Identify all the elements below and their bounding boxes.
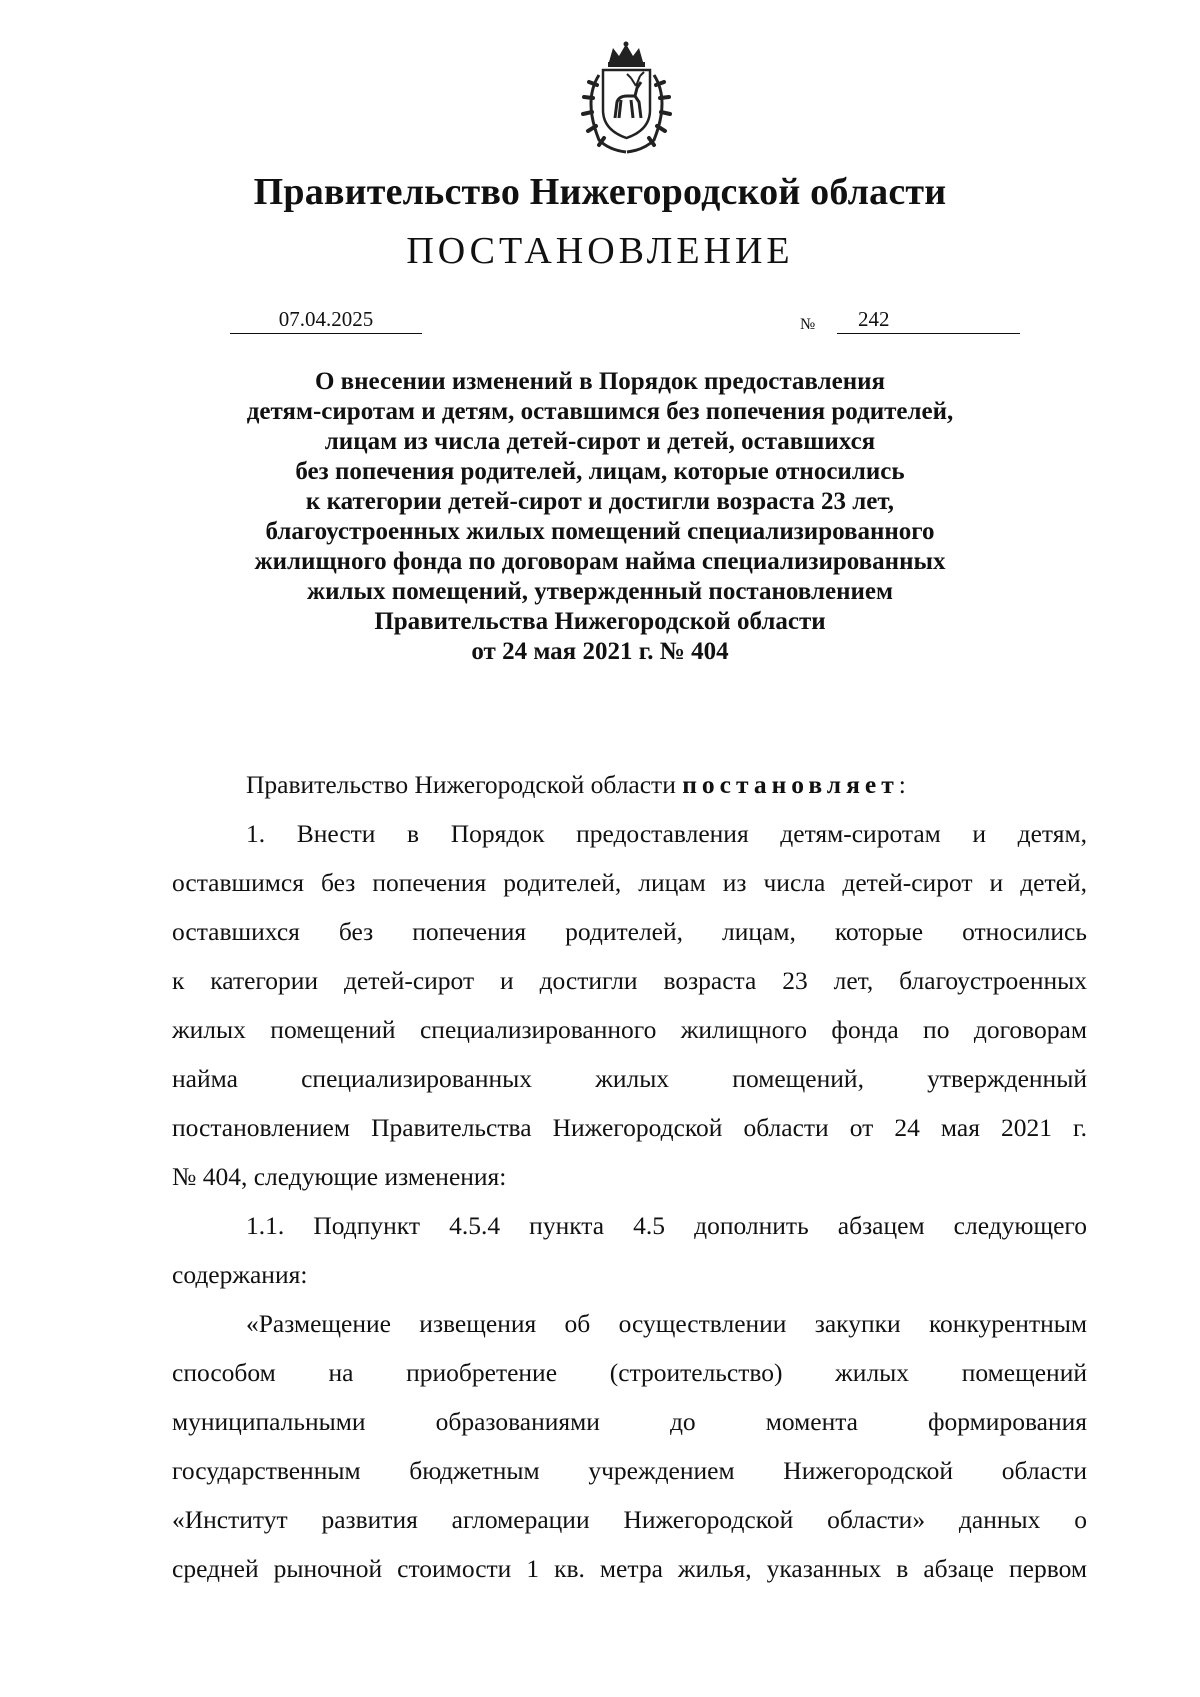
paragraph-3-line: муниципальными образованиями до момента формирования	[172, 1407, 1087, 1436]
coat-of-arms-emblem	[569, 40, 684, 158]
subject-line: от 24 мая 2021 г. № 404	[471, 638, 729, 665]
subject-line: детям-сиротам и детям, оставшимся без попечения родителей,	[246, 398, 954, 425]
paragraph-1-last-line: № 404, следующие изменения:	[172, 1162, 507, 1191]
paragraph-1-line: оставшихся без попечения родителей, лицам, которые относились	[172, 917, 1087, 946]
paragraph-2-line: 1.1. Подпункт 4.5.4 пункта 4.5 дополнить абзацем следующего	[246, 1211, 1087, 1240]
subject-line: жилых помещений, утвержденный постановлением	[306, 578, 894, 605]
document-number-field	[837, 305, 1020, 334]
paragraph-1-line: постановлением Правительства Нижегородской области от 24 мая 2021 г.	[172, 1113, 1087, 1142]
preamble-decree-word: постановляет	[682, 770, 899, 799]
document-date: 07.04.2025	[230, 305, 422, 334]
subject-line: к категории детей-сирот и достигли возраста 23 лет,	[305, 488, 895, 515]
paragraph-1-line: к категории детей-сирот и достигли возраста 23 лет, благоустроенных	[172, 966, 1087, 995]
paragraph-3-line: «Размещение извещения об осуществлении закупки конкурентным	[246, 1309, 1087, 1338]
subject-line: О внесении изменений в Порядок предоставления	[314, 368, 886, 395]
subject-line: Правительства Нижегородской области	[374, 608, 826, 635]
paragraph-3-line: способом на приобретение (строительство) жилых помещений	[172, 1358, 1087, 1387]
subject-line: благоустроенных жилых помещений специализированного	[265, 518, 935, 545]
paragraph-1-line: найма специализированных жилых помещений, утвержденный	[172, 1064, 1087, 1093]
paragraph-3-line: средней рыночной стоимости 1 кв. метра жилья, указанных в абзаце первом	[172, 1554, 1087, 1583]
paragraph-2-last-line: содержания:	[172, 1260, 308, 1289]
document-body	[172, 760, 1087, 1593]
number-sign: №	[800, 316, 816, 333]
document-subject	[0, 367, 1200, 667]
document-number: 242	[858, 307, 890, 331]
paragraph-1-line: оставшимся без попечения родителей, лицам из числа детей-сирот и детей,	[172, 868, 1087, 897]
subject-line: без попечения родителей, лицам, которые относились	[295, 458, 905, 485]
subject-line: жилищного фонда по договорам найма специализированных	[254, 548, 946, 575]
document-type-title: ПОСТАНОВЛЕНИЕ	[406, 230, 794, 272]
subject-line: лицам из числа детей-сирот и детей, оставшихся	[324, 428, 876, 455]
preamble-paragraph	[172, 760, 1087, 809]
preamble-text: Правительство Нижегородской области	[246, 770, 683, 799]
paragraph-1-line: жилых помещений специализированного жилищного фонда по договорам	[172, 1015, 1087, 1044]
paragraph-3-line: государственным бюджетным учреждением Нижегородской области	[172, 1456, 1087, 1485]
paragraph-3-line: «Институт развития агломерации Нижегородской области» данных о	[172, 1505, 1087, 1534]
organization-title: Правительство Нижегородской области	[253, 171, 947, 213]
paragraph-1-line: 1. Внести в Порядок предоставления детям-сиротам и детям,	[246, 819, 1087, 848]
preamble-colon: :	[898, 770, 906, 799]
